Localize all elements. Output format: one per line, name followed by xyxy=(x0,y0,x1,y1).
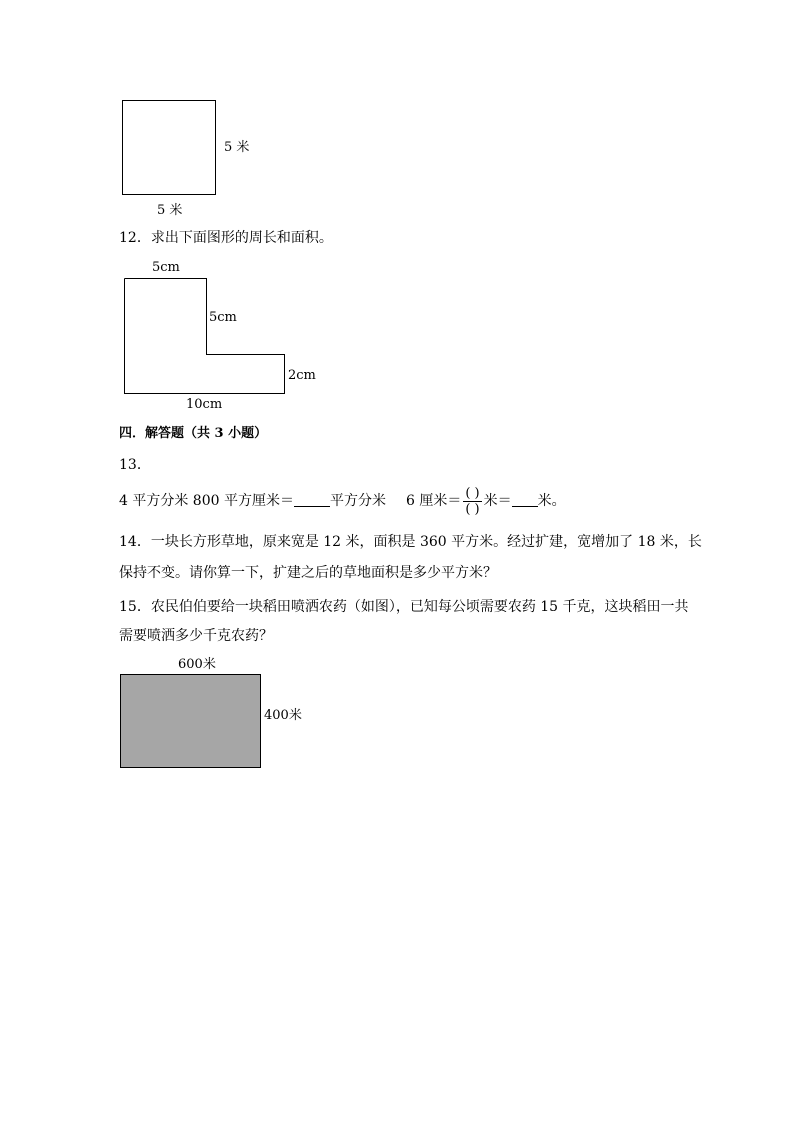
q13-fraction-denominator[interactable]: ( ) xyxy=(465,501,480,517)
q14-line1: 14．一块长方形草地，原来宽是 12 米，面积是 360 平方米。经过扩建，宽增加了 18 米，长 xyxy=(119,534,702,550)
q13-blank-1[interactable] xyxy=(294,492,330,507)
q13-part2-a: 6 厘米＝ xyxy=(405,493,462,509)
q13-part2-b: 米＝ xyxy=(483,493,512,509)
field-width-label: 600米 xyxy=(178,657,216,672)
field-height-label: 400米 xyxy=(264,708,302,723)
rice-field-rect xyxy=(120,674,261,768)
q13-part1-a: 4 平方分米 800 平方厘米＝ xyxy=(119,493,294,509)
q13-part1-b: 平方分米 xyxy=(329,493,386,509)
q14-line2: 保持不变。请你算一下，扩建之后的草地面积是多少平方米？ xyxy=(119,565,497,581)
q13-fraction[interactable] xyxy=(463,486,481,517)
section-title: 四．解答题（共 3 小题） xyxy=(119,426,268,441)
q13-blank-2[interactable] xyxy=(512,492,538,507)
square-side-label: 5 米 xyxy=(224,140,250,155)
l-shape-bottom-label: 10cm xyxy=(186,397,223,412)
q15-line2: 需要喷洒多少千克农药？ xyxy=(119,628,273,644)
q13-number: 13． xyxy=(119,457,151,473)
q15-line1: 15．农民伯伯要给一块稻田喷洒农药（如图），已知每公顷需要农药 15 千克，这块稻田一共 xyxy=(119,599,689,615)
q13-line xyxy=(119,484,566,524)
square-figure xyxy=(122,100,216,195)
square-bottom-label: 5 米 xyxy=(157,203,183,218)
q12-text: 12．求出下面图形的周长和面积。 xyxy=(119,230,333,246)
q13-part2-c: 米。 xyxy=(537,493,566,509)
l-shape-right-label: 2cm xyxy=(288,368,316,383)
l-shape-top-label: 5cm xyxy=(152,260,180,275)
l-shape-figure xyxy=(120,274,290,398)
l-shape-inner-label: 5cm xyxy=(209,310,237,325)
q13-fraction-numerator[interactable]: ( ) xyxy=(465,485,480,501)
